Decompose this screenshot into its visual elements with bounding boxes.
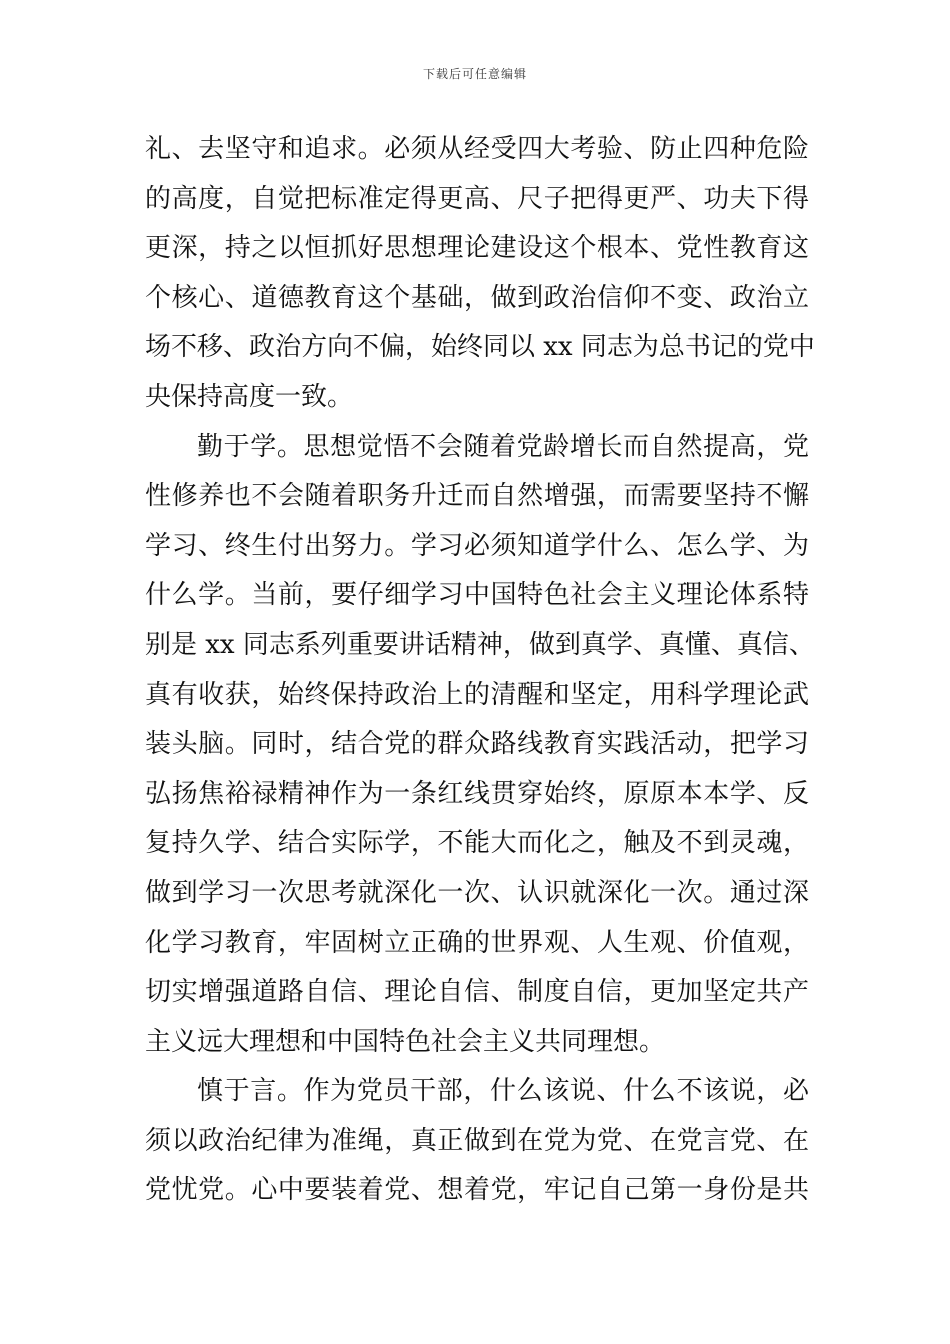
text-line: 礼、去坚守和追求。必须从经受四大考验、防止四种危险 [145,134,809,164]
text-line: 央保持高度一致。 [145,381,354,412]
text-line: 勤于学。思想觉悟不会随着党龄增长而自然提高，党 [197,431,809,462]
text-line: 真有收获，始终保持政治上的清醒和坚定，用科学理论武 [145,679,809,710]
document-body [145,125,815,1216]
page-header: 下载后可任意编辑 [422,67,527,81]
text-line: 的高度，自觉把标准定得更高、尺子把得更严、功夫下得 [145,183,809,214]
text-line: 装头脑。同时，结合党的群众路线教育实践活动，把学习 [145,729,809,760]
text-line: 弘扬焦裕禄精神作为一条红线贯穿始终，原原本本学、反 [145,778,809,809]
text-line: 切实增强道路自信、理论自信、制度自信，更加坚定共产 [145,977,809,1008]
text-line: 个核心、道德教育这个基础，做到政治信仰不变、政治立 [145,282,809,313]
text-line: 慎于言。作为党员干部，什么该说、什么不该说，必 [197,1076,809,1107]
text-line: 须以政治纪律为准绳，真正做到在党为党、在党言党、在 [145,1125,809,1156]
text-line: 更深，持之以恒抓好思想理论建设这个根本、党性教育这 [145,233,809,264]
text-line: 化学习教育，牢固树立正确的世界观、人生观、价值观， [145,927,809,958]
text-line: 党忧党。心中要装着党、想着党，牢记自己第一身份是共 [145,1175,809,1206]
text-line: 场不移、政治方向不偏，始终同以 xx 同志为总书记的党中 [145,332,815,363]
text-line: 别是 xx 同志系列重要讲话精神，做到真学、真懂、真信、 [145,629,815,660]
text-line: 什么学。当前，要仔细学习中国特色社会主义理论体系特 [145,580,809,611]
text-line: 学习、终生付出努力。学习必须知道学什么、怎么学、为 [145,530,809,561]
text-line: 性修养也不会随着职务升迁而自然增强，而需要坚持不懈 [145,481,809,512]
text-line: 做到学习一次思考就深化一次、认识就深化一次。通过深 [145,877,809,908]
text-line: 复持久学、结合实际学，不能大而化之，触及不到灵魂， [145,828,809,859]
text-line: 主义远大理想和中国特色社会主义共同理想。 [145,1026,666,1057]
